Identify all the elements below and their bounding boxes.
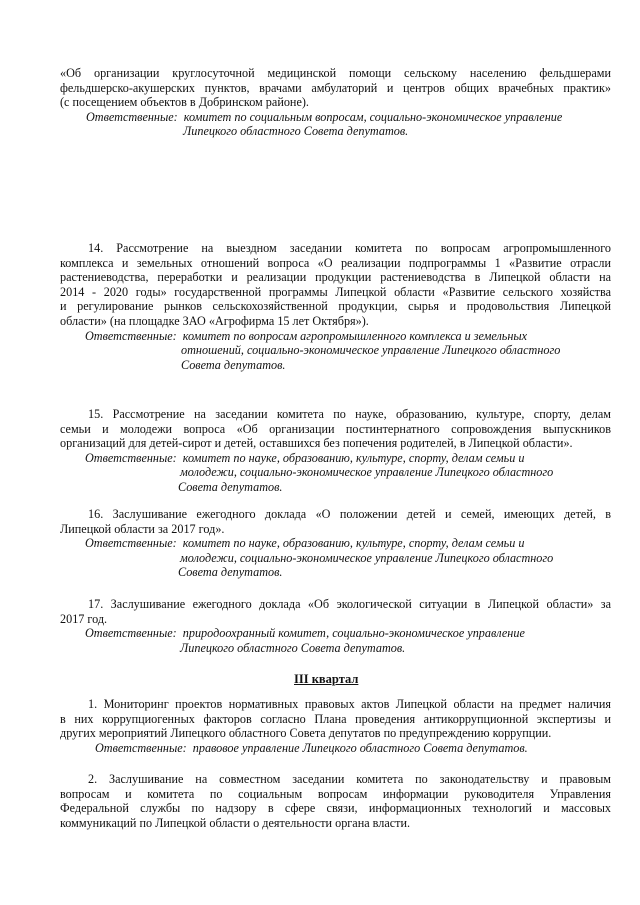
item-line: фельдшерско-акушерских пунктов, врачами амбулаторий и центров общих врачебных практик» xyxy=(60,80,611,95)
responsible-text: комитет по науке, образованию, культуре, спорту, делам семьи и xyxy=(182,536,525,551)
responsible-label: Ответственные: xyxy=(85,626,177,641)
item-line: «Об организации круглосуточной медицинской помощи сельскому населению фельдшерами xyxy=(60,66,611,80)
responsible-line xyxy=(60,110,611,125)
responsible-text: правовое управление Липецкого областного Совета депутатов. xyxy=(192,740,528,755)
responsible-label: Ответственные: xyxy=(85,328,177,343)
item-line: организаций для детей-сирот и детей, оставшихся без попечения родителей, в Липецкой области». xyxy=(60,436,573,451)
responsible-line: Совета депутатов. xyxy=(178,565,283,580)
responsible-line: молодежи, социально-экономическое управление Липецкого областного xyxy=(180,465,554,480)
responsible-line: Липецкого областного Совета депутатов. xyxy=(183,124,409,139)
item-line: Федеральной службы по надзору в сфере связи, информационных технологий и массовых xyxy=(60,801,611,816)
item-line: 2014 - 2020 годы» государственной программы Липецкой области «Развитие сельского хозяйства xyxy=(60,284,611,299)
q3-agenda-item-1 xyxy=(60,697,611,755)
agenda-item-15 xyxy=(60,407,611,495)
responsible-label: Ответственные: xyxy=(86,109,178,124)
item-line: Липецкой области за 2017 год». xyxy=(60,521,225,536)
responsible-line: Липецкого областного Совета депутатов. xyxy=(180,640,406,655)
responsible-text: природоохранный комитет, социально-экономическое управление xyxy=(182,626,525,641)
agenda-item-top xyxy=(60,66,611,139)
agenda-item-17 xyxy=(60,597,611,655)
responsible-text: комитет по социальным вопросам, социально-экономическое управление xyxy=(183,109,563,124)
item-line: других мероприятий Липецкого областного Совета депутатов по предупреждению коррупции. xyxy=(60,726,552,741)
item-line: растениеводства, переработки и реализации продукции растениеводства в Липецкой области на xyxy=(60,270,611,285)
responsible-line xyxy=(60,451,611,466)
item-line: 1. Мониторинг проектов нормативных правовых актов Липецкой области на предмет наличия xyxy=(88,697,611,711)
q3-agenda-item-2 xyxy=(60,772,611,830)
item-line: 15. Рассмотрение на заседании комитета по науке, образованию, культуре, спорту, делам xyxy=(88,407,611,421)
agenda-item-14 xyxy=(60,241,611,372)
responsible-line xyxy=(60,329,611,344)
responsible-text: комитет по науке, образованию, культуре, спорту, делам семьи и xyxy=(182,450,525,465)
responsible-line: отношений, социально-экономическое управление Липецкого областного xyxy=(181,343,561,358)
item-line: 2017 год. xyxy=(60,611,108,626)
responsible-line xyxy=(60,536,611,551)
item-line: области» (на площадке ЗАО «Агрофирма 15 лет Октября»). xyxy=(60,313,369,328)
responsible-label: Ответственные: xyxy=(85,450,177,465)
responsible-text: комитет по вопросам агропромышленного комплекса и земельных xyxy=(182,328,528,343)
responsible-label: Ответственные: xyxy=(95,740,187,755)
item-line: коммуникаций по Липецкой области о деятельности органа власти. xyxy=(60,815,411,830)
agenda-item-16 xyxy=(60,507,611,580)
responsible-line: Совета депутатов. xyxy=(178,479,283,494)
responsible-label: Ответственные: xyxy=(85,536,177,551)
responsible-line xyxy=(60,626,611,641)
item-line: (с посещением объектов в Добринском районе). xyxy=(60,95,309,110)
item-line: комплекса и земельных отношений вопроса «О реализации подпрограммы 1 «Развитие отрасли xyxy=(60,255,611,270)
item-line: и регулирование рынков сельскохозяйственной продукции, сырья и продовольствия Липецкой xyxy=(60,299,611,314)
responsible-line: молодежи, социально-экономическое управление Липецкого областного xyxy=(180,550,554,565)
item-line: семьи и молодежи вопроса «Об организации постинтернатного сопровождения выпускников xyxy=(60,421,611,436)
responsible-line: Совета депутатов. xyxy=(181,357,286,372)
item-line: 14. Рассмотрение на выездном заседании комитета по вопросам агропромышленного xyxy=(88,241,611,255)
item-line: вопросам и комитета по социальным вопросам информации руководителя Управления xyxy=(60,786,611,801)
section-heading: III квартал xyxy=(294,672,359,686)
item-line: 2. Заслушивание на совместном заседании комитета по законодательству и правовым xyxy=(88,772,611,786)
item-line: в них коррупциогенных факторов согласно Плана проведения антикоррупционной экспертизы и xyxy=(60,711,611,726)
item-line: 17. Заслушивание ежегодного доклада «Об экологической ситуации в Липецкой области» за xyxy=(88,597,611,611)
responsible-line xyxy=(60,741,611,756)
item-line: 16. Заслушивание ежегодного доклада «О положении детей и семей, имеющих детей, в xyxy=(88,507,611,521)
